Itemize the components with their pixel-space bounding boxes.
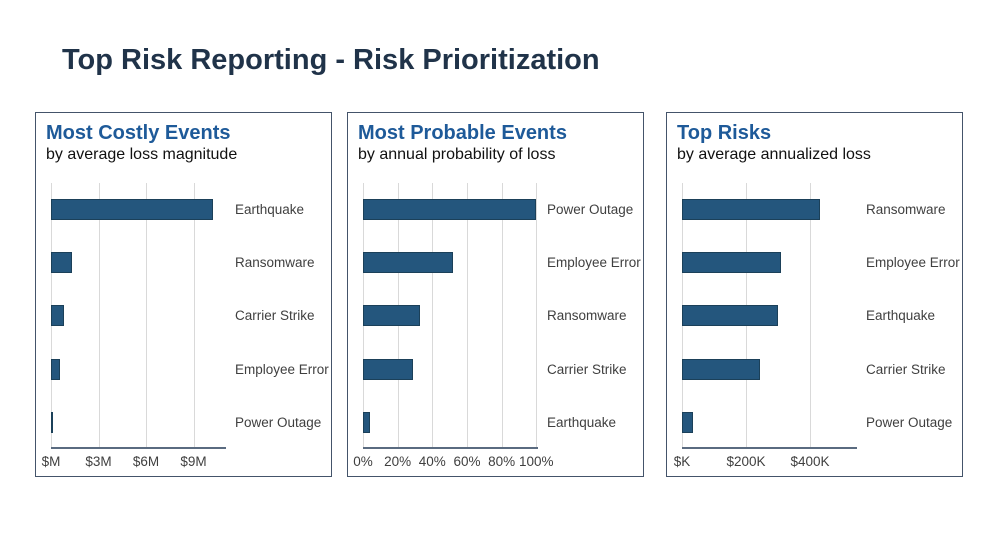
category-label: Carrier Strike <box>866 361 946 377</box>
page-title: Top Risk Reporting - Risk Prioritization <box>62 44 600 76</box>
category-label: Earthquake <box>866 308 936 324</box>
category-label: Ransomware <box>547 308 627 324</box>
bar-row <box>51 183 226 236</box>
bar-row <box>363 289 538 342</box>
bar-ransomware <box>51 252 72 273</box>
category-label: Employee Error <box>235 361 329 377</box>
bar-carrier-strike <box>363 359 413 380</box>
bar-ransomware <box>363 305 420 326</box>
plot-area <box>682 183 857 449</box>
bar-row <box>51 236 226 289</box>
bar-employee-error <box>363 252 453 273</box>
tick-label: 80% <box>488 454 516 469</box>
panel-title-most-costly: Most Costly Events <box>46 122 231 144</box>
bar-row <box>363 343 538 396</box>
tick-label: $6M <box>132 454 160 469</box>
category-labels <box>866 183 961 449</box>
bar-earthquake <box>682 305 778 326</box>
tick-label: 0% <box>353 454 373 469</box>
category-label: Employee Error <box>866 255 960 271</box>
bar-row <box>682 396 857 449</box>
tick-label: $200K <box>726 454 766 469</box>
bar-row <box>363 236 538 289</box>
category-label: Ransomware <box>235 255 315 271</box>
axis-ticks <box>41 454 226 474</box>
bar-employee-error <box>682 252 781 273</box>
bar-row <box>363 396 538 449</box>
bar-carrier-strike <box>682 359 760 380</box>
panel-most-costly-events <box>35 112 332 477</box>
panel-title-most-probable: Most Probable Events <box>358 122 567 144</box>
category-label: Earthquake <box>547 414 617 430</box>
bar-row <box>51 396 226 449</box>
panel-subtitle-most-costly: by average loss magnitude <box>46 146 238 163</box>
bar-earthquake <box>51 199 213 220</box>
tick-label: $400K <box>790 454 830 469</box>
category-labels <box>547 183 642 449</box>
category-label: Ransomware <box>866 202 946 218</box>
plot-area <box>363 183 538 449</box>
tick-label: $3M <box>85 454 112 469</box>
tick-label: 60% <box>453 454 481 469</box>
bar-carrier-strike <box>51 305 64 326</box>
category-label: Carrier Strike <box>235 308 315 324</box>
category-label: Earthquake <box>235 202 305 218</box>
tick-label: $M <box>41 454 61 469</box>
tick-label: $9M <box>180 454 207 469</box>
category-label: Carrier Strike <box>547 361 627 377</box>
axis-ticks <box>673 454 857 474</box>
bar-power-outage <box>51 412 53 433</box>
bar-power-outage <box>363 199 536 220</box>
bar-row <box>682 183 857 236</box>
plot-area <box>51 183 226 449</box>
category-label: Power Outage <box>235 414 322 430</box>
panel-title-top-risks: Top Risks <box>677 122 772 144</box>
tick-label: 100% <box>519 454 554 469</box>
bar-row <box>51 343 226 396</box>
bar-row <box>51 289 226 342</box>
category-labels <box>235 183 330 449</box>
bar-power-outage <box>682 412 693 433</box>
bar-employee-error <box>51 359 60 380</box>
axis-ticks <box>353 454 554 474</box>
category-label: Power Outage <box>547 202 634 218</box>
bar-row <box>363 183 538 236</box>
bar-row <box>682 236 857 289</box>
category-label: Power Outage <box>866 414 953 430</box>
category-label: Employee Error <box>547 255 641 271</box>
panel-most-probable-events <box>347 112 644 477</box>
bar-row <box>682 343 857 396</box>
tick-label: $K <box>673 454 691 469</box>
tick-label: 20% <box>384 454 412 469</box>
panel-subtitle-top-risks: by average annualized loss <box>677 146 871 163</box>
bar-earthquake <box>363 412 370 433</box>
bar-ransomware <box>682 199 820 220</box>
tick-label: 40% <box>418 454 446 469</box>
bar-row <box>682 289 857 342</box>
panel-top-risks <box>666 112 963 477</box>
panel-subtitle-most-probable: by annual probability of loss <box>358 146 556 163</box>
